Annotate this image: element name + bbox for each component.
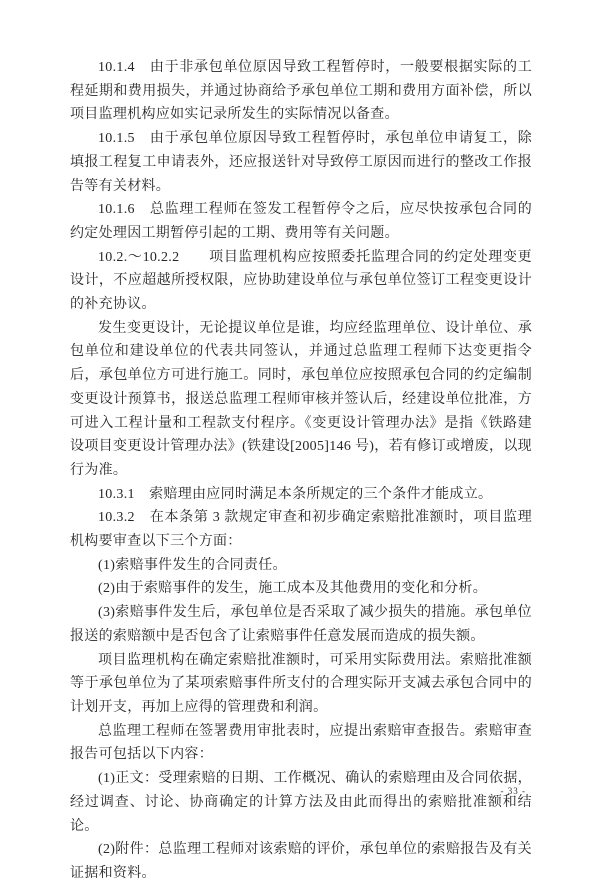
paragraph-10-1-4: 10.1.4 由于非承包单位原因导致工程暂停时，一般要根据实际的工程延期和费用损失，并通过协商给予承包单位工期和费用方面补偿，所以项目监理机构应如实记录所发生的实际情况以备查。 xyxy=(70,60,532,123)
paragraph-10-2-range: 10.2.～10.2.2 项目监理机构应按照委托监理合同的约定处理变更设计，不应超越所授权限，应协助建设单位与承包单位签订工程变更设计的补充协议。 xyxy=(70,249,532,313)
paragraph-10-3-1: 10.3.1 索赔理由应同时满足本条所规定的三个条件才能成立。 xyxy=(98,486,493,502)
list-item-cost-change-analysis: (2)由于索赔事件的发生，施工成本及其他费用的变化和分析。 xyxy=(98,581,488,597)
paragraph-10-1-5: 10.1.5 由于承包单位原因导致工程暂停时，承包单位申请复工，除填报工程复工申请表外，还应报送针对导致停工原因而进行的整改工作报告等有关材料。 xyxy=(70,131,532,194)
page-number: - 33 - xyxy=(500,786,526,796)
list-item-claim-responsibility: (1)索赔事件发生的合同责任。 xyxy=(98,557,287,573)
paragraph-actual-cost-method: 项目监理机构在确定索赔批准额时，可采用实际费用法。索赔批准额等于承包单位为了某项索赔事件所支付的合理实际开支减去承包合同中的计划开支，再加上应得的管理费和利润。 xyxy=(70,652,532,715)
document-body xyxy=(70,56,532,886)
paragraph-claim-review-report: 总监理工程师在签署费用审批表时，应提出索赔审查报告。索赔审查报告可包括以下内容： xyxy=(70,723,532,763)
list-item-report-main-text: (1)正文：受理索赔的日期、工作概况、确认的索赔理由及合同依据，经过调查、讨论、协商确定的计算方法及由此而得出的索赔批准额和结论。 xyxy=(70,771,532,834)
list-item-loss-mitigation: (3)索赔事件发生后，承包单位是否采取了减少损失的措施。承包单位报送的索赔额中是否包含了让索赔事件任意发展而造成的损失额。 xyxy=(70,605,532,644)
paragraph-10-3-2: 10.3.2 在本条第 3 款规定审查和初步确定索赔批准额时，项目监理机构要审查以下三个方面： xyxy=(70,510,532,550)
paragraph-change-design: 发生变更设计，无论提议单位是谁，均应经监理单位、设计单位、承包单位和建设单位的代表共同签认，并通过总监理工程师下达变更指令后，承包单位方可进行施工。同时，承包单位应按照承包合同的约定编制变更设计预算书，报送总监理工程师审核并签认后，经建设单位批准，方可进入工程计量和工程款支付程序。《变更设计管理办法》是指《铁路建设项目变更设计管理办法》(铁建设[2005]146 号)，若有修订或增废，以现行为准。 xyxy=(70,320,532,478)
paragraph-10-1-6: 10.1.6 总监理工程师在签发工程暂停令之后，应尽快按承包合同的约定处理因工期暂停引起的工期、费用等有关问题。 xyxy=(70,202,532,241)
list-item-report-attachment: (2)附件：总监理工程师对该索赔的评价，承包单位的索赔报告及有关证据和资料。 xyxy=(70,842,532,881)
